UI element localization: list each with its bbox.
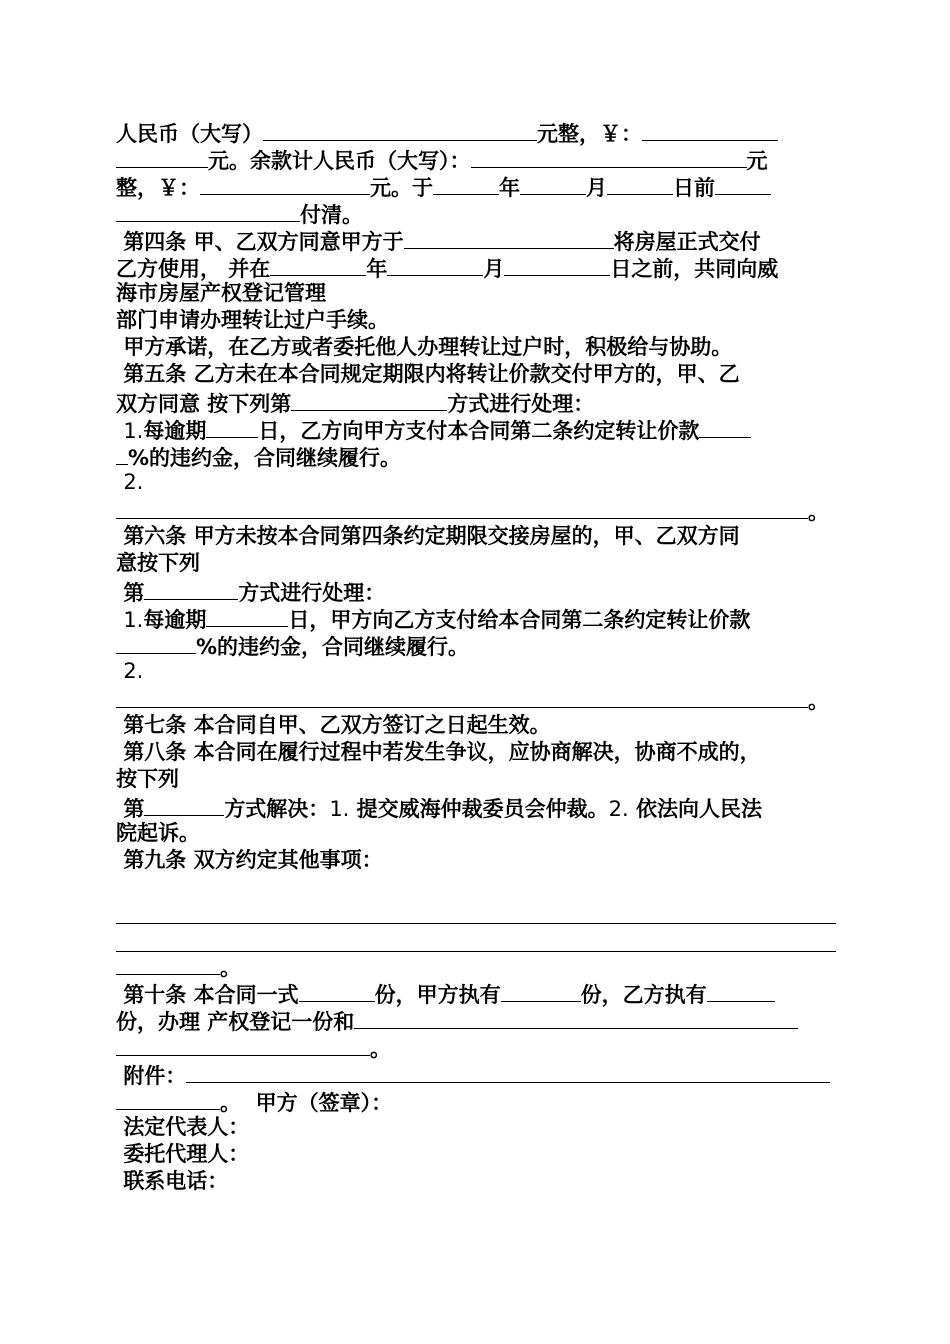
article-9-end (116, 952, 836, 979)
blank-field[interactable] (263, 118, 537, 141)
article-4-line-1 (116, 226, 836, 253)
agent-line (116, 1141, 836, 1168)
text: 第 (123, 581, 145, 605)
text: 日，乙方向甲方支付本合同第二条约定转让价款 (258, 419, 700, 443)
contract-page (116, 118, 836, 1195)
article-6-line-7 (116, 685, 836, 712)
blank-field[interactable] (144, 793, 224, 816)
article-6-line-5 (116, 631, 836, 658)
text: 份，办理 产权登记一份和 (116, 1010, 355, 1034)
blank-field[interactable] (607, 172, 673, 195)
blank-field[interactable] (116, 1033, 370, 1056)
blank-field[interactable] (206, 415, 258, 438)
text: 元整，￥： (537, 122, 642, 146)
text: 份，乙方执有 (580, 983, 707, 1007)
article-6-line-2 (116, 550, 836, 577)
text: %的违约金，合同继续履行。 (128, 446, 402, 470)
text: 第五条 乙方未在本合同规定期限内将转让价款交付甲方的，甲、乙 (123, 362, 740, 386)
text: 元。余款计人民币（大写）： (208, 149, 471, 173)
text: 元。于 (370, 176, 433, 200)
text: 。 (220, 956, 241, 980)
text: 第八条 本合同在履行过程中若发生争议，应协商解决，协商不成的， (123, 740, 761, 764)
text: 海市房屋产权登记管理 (116, 281, 326, 305)
blank-line[interactable] (116, 929, 836, 952)
blank-field[interactable] (299, 979, 375, 1002)
text: 年 (499, 176, 520, 200)
text: 年 (366, 257, 388, 281)
blank-field[interactable] (144, 577, 238, 600)
text: 日之前，共同向威 (610, 257, 779, 281)
article-5-line-1 (116, 361, 836, 388)
blank-field[interactable] (699, 415, 751, 438)
article-6-line-6 (116, 658, 836, 685)
text: 甲方（签章）： (255, 1091, 393, 1115)
text: 院起诉。 (116, 821, 200, 845)
text: 第七条 本合同自甲、乙双方签订之日起生效。 (123, 713, 551, 737)
text: 方式解决： (224, 797, 330, 821)
text: 。 (220, 1091, 241, 1115)
blank-field[interactable] (206, 604, 288, 627)
text: 委托代理人： (123, 1142, 250, 1166)
blank-field[interactable] (471, 145, 747, 168)
text: 2. (123, 659, 144, 683)
line-payment-1 (116, 118, 836, 145)
attachment-line (116, 1060, 836, 1087)
text: 每逾期 (143, 419, 207, 443)
text: 依法向人民法 (636, 797, 763, 821)
blank-field[interactable] (116, 145, 208, 168)
blank-field[interactable] (387, 253, 483, 276)
blank-field[interactable] (520, 172, 586, 195)
text: 。 (808, 500, 829, 524)
text: 。 (808, 689, 829, 713)
representative-line (116, 1114, 836, 1141)
text: %的违约金，合同继续履行。 (196, 635, 470, 659)
article-5-line-2 (116, 388, 836, 415)
text: 甲方承诺，在乙方或者委托他人办理转让过户时，积极给与协助。 (123, 335, 733, 359)
text: 部门申请办理转让过户手续。 (116, 308, 389, 332)
text: 联系电话： (123, 1169, 229, 1193)
blank-field[interactable] (433, 172, 499, 195)
blank-field[interactable] (642, 118, 778, 141)
blank-field[interactable] (186, 1060, 830, 1083)
article-8-line-2 (116, 766, 836, 793)
text: 整，￥： (116, 176, 200, 200)
article-5-line-6 (116, 496, 836, 523)
text: 1. (123, 608, 144, 632)
blank-field[interactable] (291, 388, 447, 411)
text: 第 (123, 797, 145, 821)
article-5-line-3 (116, 415, 836, 442)
text: 2. (123, 470, 144, 494)
article-8-line-3 (116, 793, 836, 820)
blank-field[interactable] (116, 496, 808, 519)
text: 1. (123, 419, 144, 443)
article-4-line-4 (116, 307, 836, 334)
article-10-line-1 (116, 979, 836, 1006)
blank-field[interactable] (501, 979, 581, 1002)
blank-field[interactable] (116, 685, 808, 708)
text: 附件： (123, 1064, 187, 1088)
text: 乙方使用， 并在 (116, 257, 271, 281)
text: 方式进行处理： (238, 581, 386, 605)
text: 方式进行处理： (447, 392, 595, 416)
text: 第九条 双方约定其他事项： (123, 848, 383, 872)
text: 意按下列 (116, 551, 200, 575)
text: 提交威海仲裁委员会仲裁。 (356, 797, 609, 821)
blank-field[interactable] (116, 952, 220, 975)
article-10-line-3 (116, 1033, 836, 1060)
text: 月 (586, 176, 607, 200)
text: 法定代表人： (123, 1115, 250, 1139)
text: 日，甲方向乙方支付给本合同第二条约定转让价款 (288, 608, 751, 632)
phone-line (116, 1168, 836, 1195)
article-9 (116, 847, 836, 874)
article-8-line-4 (116, 820, 836, 847)
text: 付清。 (300, 203, 363, 227)
article-6-line-4 (116, 604, 836, 631)
article-4-line-5 (116, 334, 836, 361)
article-6-line-3 (116, 577, 836, 604)
text: 。 (370, 1037, 391, 1061)
line-payment-3 (116, 172, 836, 199)
line-payment-4 (116, 199, 836, 226)
text: 日前 (673, 176, 715, 200)
article-6-line-1 (116, 523, 836, 550)
article-5-line-5 (116, 469, 836, 496)
article-5-line-4 (116, 442, 836, 469)
blank-line[interactable] (116, 901, 836, 924)
text: 每逾期 (143, 608, 207, 632)
text: 第六条 甲方未按本合同第四条约定期限交接房屋的，甲、乙双方同 (123, 524, 740, 548)
blank-field[interactable] (116, 442, 128, 465)
text: 2. (608, 797, 629, 821)
text: 元 (746, 149, 768, 173)
text: 人民币（大写） (116, 122, 263, 146)
party-a-line (116, 1087, 836, 1114)
text: 月 (483, 257, 505, 281)
blank-field[interactable] (707, 979, 775, 1002)
text: 1. (329, 797, 350, 821)
blank-field[interactable] (116, 631, 196, 654)
blank-field[interactable] (200, 172, 370, 195)
article-10-line-2 (116, 1006, 836, 1033)
text: 第十条 本合同一式 (123, 983, 299, 1007)
text: 按下列 (116, 767, 179, 791)
line-payment-2 (116, 145, 836, 172)
article-4-line-3 (116, 280, 836, 307)
blank-field[interactable] (504, 253, 610, 276)
article-9-spacer (116, 874, 836, 901)
text: 将房屋正式交付 (613, 230, 761, 254)
blank-field[interactable] (116, 199, 300, 222)
blank-field[interactable] (354, 1006, 798, 1029)
text: 份，甲方执有 (374, 983, 501, 1007)
article-7 (116, 712, 836, 739)
text: 双方同意 按下列第 (116, 392, 292, 416)
blank-field[interactable] (715, 172, 771, 195)
blank-field[interactable] (404, 226, 614, 249)
blank-field[interactable] (270, 253, 366, 276)
blank-field[interactable] (116, 1087, 220, 1110)
article-8-line-1 (116, 739, 836, 766)
article-4-line-2 (116, 253, 836, 280)
text: 第四条 甲、乙双方同意甲方于 (123, 230, 404, 254)
